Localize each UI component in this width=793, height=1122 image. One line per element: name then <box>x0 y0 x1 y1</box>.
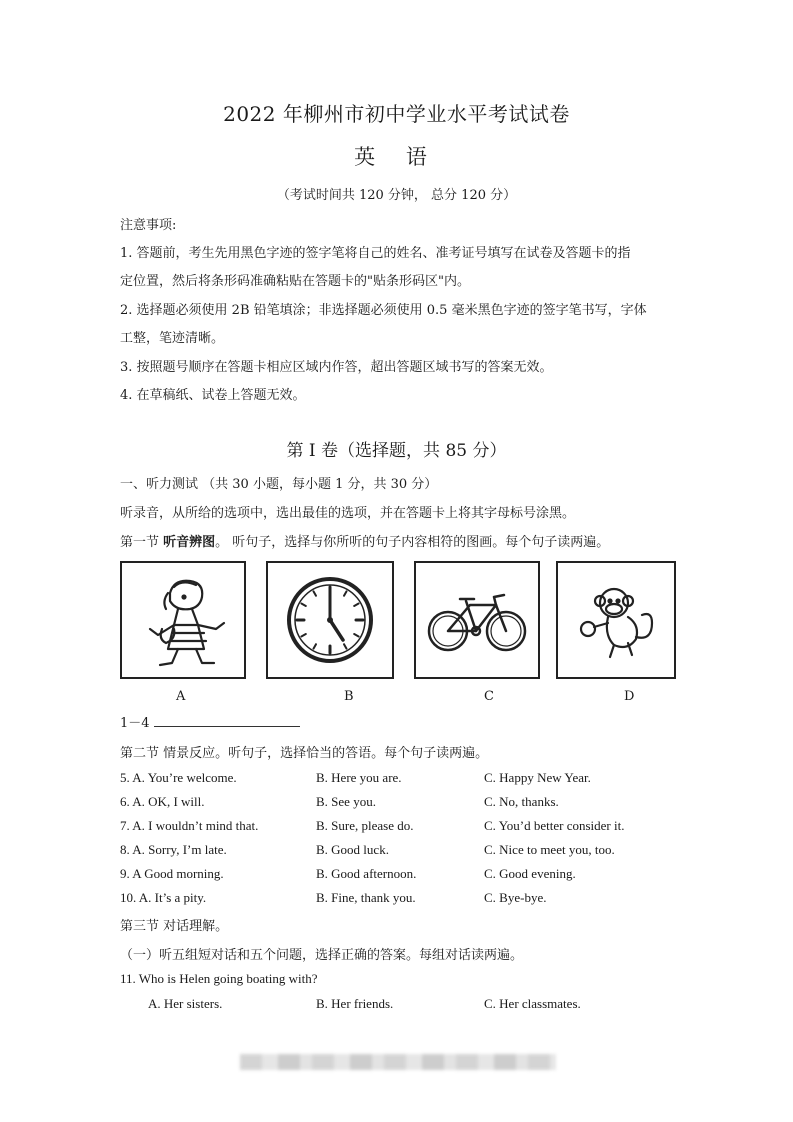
option-c: C. Nice to meet you, too. <box>484 842 615 857</box>
bicycle-icon <box>416 563 538 677</box>
notice-line: 3. 按照题号顺序在答题卡相应区域内作答，超出答题区域书写的答案无效。 <box>120 360 553 375</box>
picture-b <box>266 561 394 679</box>
part1-rest: 。 听句子，选择与你所听的句子内容相符的图画。每个句子读两遍。 <box>215 535 610 550</box>
part1-bold: 听音辨图 <box>163 535 216 550</box>
option-b: B. Good afternoon. <box>316 866 417 881</box>
listening-heading: 一、听力测试 （共 30 小题，每小题 1 分，共 30 分） <box>120 477 438 492</box>
notice-line: 2. 选择题必须使用 2B 铅笔填涂；非选择题必须使用 0.5 毫米黑色字迹的签字笔书写，字体 <box>120 303 647 318</box>
notice-line: 定位置，然后将条形码准确粘贴在答题卡的"贴条形码区"内。 <box>120 274 470 289</box>
picture-label-b: B <box>344 689 354 704</box>
option-c: C. Good evening. <box>484 866 576 881</box>
answer-blank[interactable] <box>154 714 300 727</box>
notice-line: 工整，笔迹清晰。 <box>120 331 225 346</box>
answer-line <box>120 712 300 731</box>
exam-title: 2022 年柳州市初中学业水平考试试卷 <box>223 102 570 126</box>
option-c: C. You’d better consider it. <box>484 818 625 833</box>
picture-label-d: D <box>624 689 635 704</box>
option-a: 5. A. You’re welcome. <box>120 770 237 785</box>
section-title: 第 I 卷（选择题，共 85 分） <box>286 441 507 461</box>
option-c: C. Bye-bye. <box>484 890 547 905</box>
part3-heading: 第三节 对话理解。 <box>120 919 229 934</box>
option-a: 9. A Good morning. <box>120 866 224 881</box>
picture-label-c: C <box>484 689 494 704</box>
exam-time: （考试时间共 120 分钟， 总分 120 分） <box>276 188 517 203</box>
notice-line: 1. 答题前，考生先用黑色字迹的签字笔将自己的姓名、准考证号填写在试卷及答题卡的指 <box>120 246 631 261</box>
option-a: 10. A. It’s a pity. <box>120 890 207 905</box>
picture-label-a: A <box>176 689 186 704</box>
part3-subheading: （一）听五组短对话和五个问题，选择正确的答案。每组对话读两遍。 <box>120 948 524 963</box>
part2-heading: 第二节 情景反应。听句子，选择恰当的答语。每个句子读两遍。 <box>120 746 489 761</box>
blurred-footer <box>240 1054 556 1070</box>
picture-a <box>120 561 246 679</box>
option-b: B. Fine, thank you. <box>316 890 416 905</box>
answer-range: 1－4 <box>120 716 150 731</box>
option-b: B. Here you are. <box>316 770 402 785</box>
picture-d <box>556 561 676 679</box>
option-b: B. Good luck. <box>316 842 389 857</box>
part1-heading <box>120 531 609 550</box>
option-a: 8. A. Sorry, I’m late. <box>120 842 227 857</box>
option-a: 7. A. I wouldn’t mind that. <box>120 818 259 833</box>
q11-option-a: A. Her sisters. <box>148 996 223 1011</box>
picture-c <box>414 561 540 679</box>
option-b: B. See you. <box>316 794 376 809</box>
clock-icon <box>268 563 392 677</box>
option-a: 6. A. OK, I will. <box>120 794 205 809</box>
notice-line: 4. 在草稿纸、试卷上答题无效。 <box>120 388 306 403</box>
question-11: 11. Who is Helen going boating with? <box>120 971 318 986</box>
subject-title: 英 语 <box>354 145 439 169</box>
listening-instruction: 听录音，从所给的选项中，选出最佳的选项，并在答题卡上将其字母标号涂黑。 <box>120 506 576 521</box>
monkey-icon <box>558 563 674 677</box>
option-c: C. No, thanks. <box>484 794 559 809</box>
q11-option-c: C. Her classmates. <box>484 996 581 1011</box>
part1-prefix: 第一节 <box>120 535 164 550</box>
notice-heading: 注意事项: <box>120 218 177 233</box>
q11-option-b: B. Her friends. <box>316 996 394 1011</box>
option-b: B. Sure, please do. <box>316 818 414 833</box>
girl-icon <box>122 563 244 677</box>
option-c: C. Happy New Year. <box>484 770 591 785</box>
